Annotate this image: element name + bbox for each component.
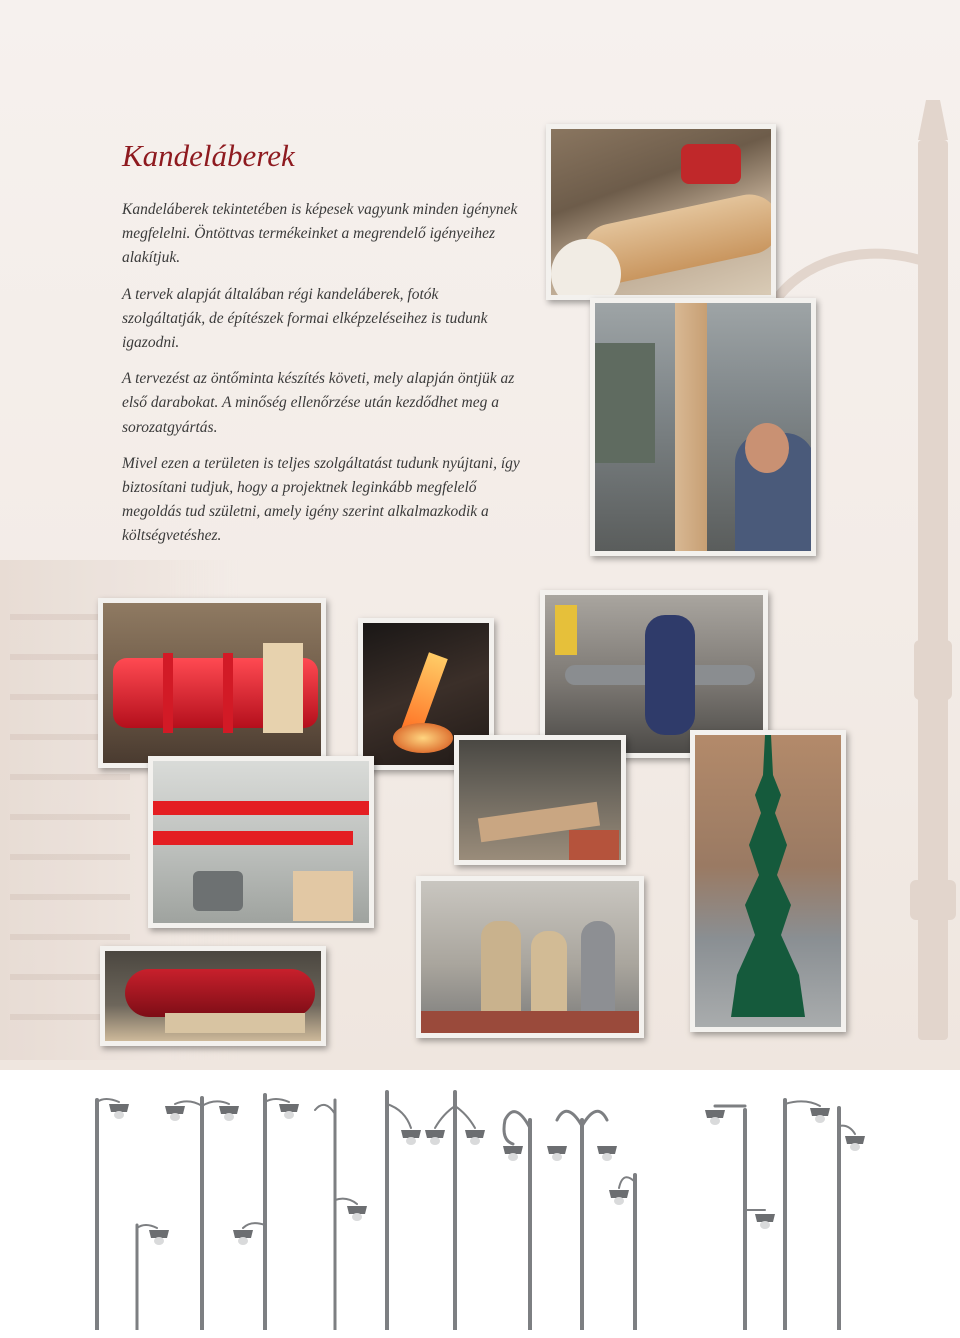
- photo-red-baluster: [100, 946, 326, 1046]
- paragraph-2: A tervek alapját általában régi kandeláberek, fotók szolgáltatják, de építészek formai elképzeléseihez is tudunk igazodni.: [122, 285, 488, 352]
- paragraph-1: Kandeláberek tekintetében is képesek vagyunk minden igénynek megfelelni. Öntöttvas termékeinket a megrendelő igényeihez alakítjuk.: [122, 201, 518, 267]
- photo-worker-measuring: [590, 298, 816, 556]
- photo-red-patterns: [148, 756, 374, 928]
- photo-foundry-floor: [454, 735, 626, 865]
- page-title: Kandeláberek: [122, 138, 295, 173]
- photo-red-mold: [98, 598, 326, 768]
- paragraph-3: A tervezést az öntőminta készítés követi, mely alapján öntjük az első darabokat. A minőség ellenőrzése után kezdődhet meg a sorozatgyártás.: [122, 370, 515, 436]
- lamp-catalog-illustration: [75, 1080, 885, 1330]
- photo-finished-bases: [416, 876, 644, 1038]
- body-text: [122, 198, 522, 561]
- photo-pattern-carving: [546, 124, 776, 300]
- paragraph-4: Mivel ezen a területen is teljes szolgáltatást tudunk nyújtani, így biztosítani tudjuk, hogy a projektnek leginkább megfelelő megoldás tud születni, amely igény szerint alkalmazkodik a költségvetéshez.: [122, 454, 520, 545]
- photo-green-post: [690, 730, 846, 1032]
